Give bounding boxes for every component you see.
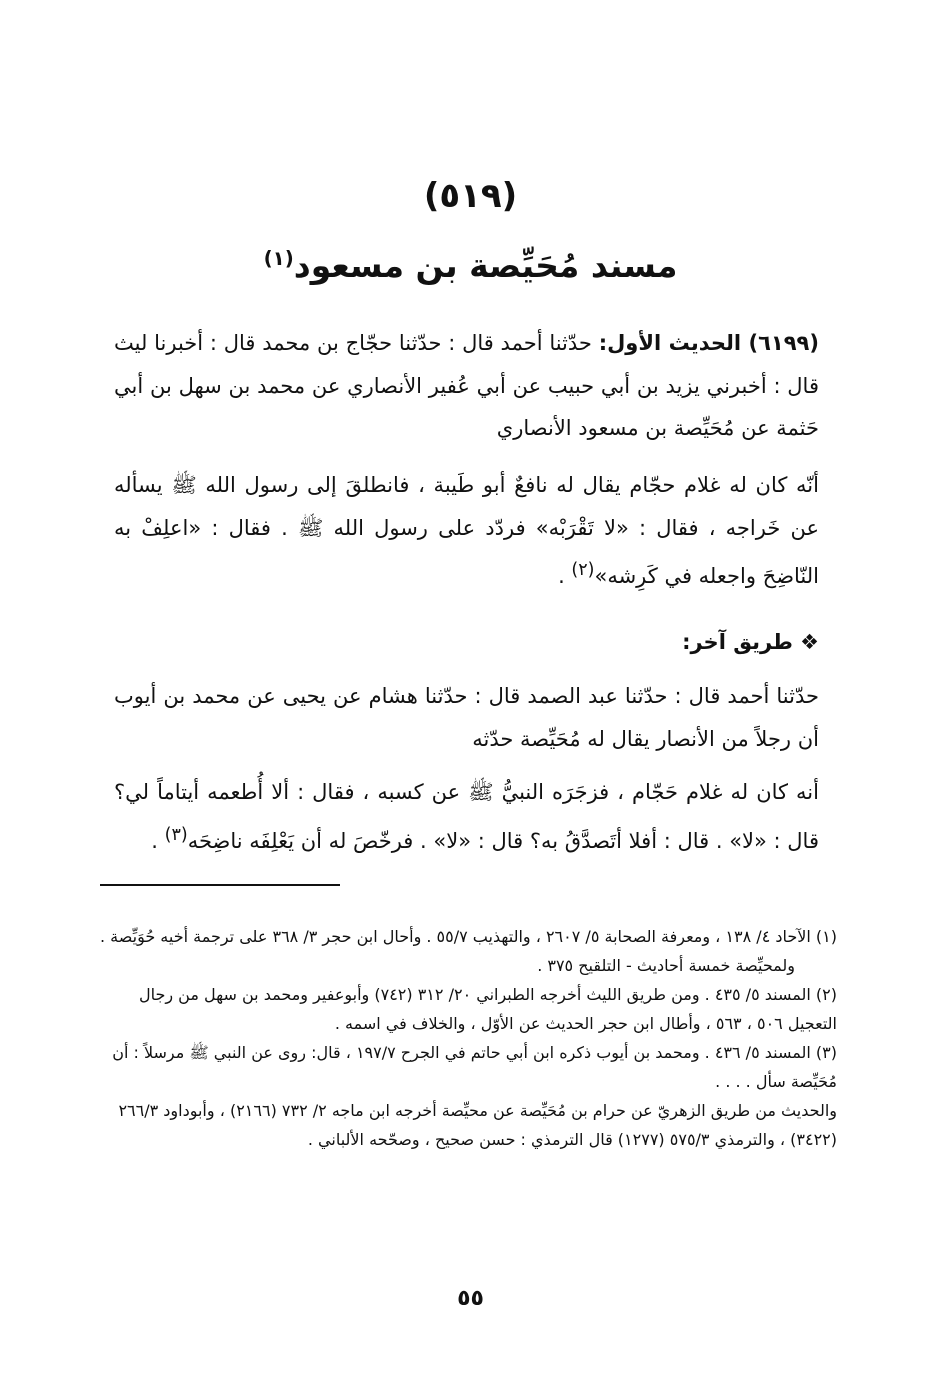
footnote-1: (١) الآحاد ٤/ ١٣٨ ، ومعرفة الصحابة ٥/ ٢٦٠٧ ، والتهذيب ٥٥/٧ . وأحال ابن حجر ٣/ ٣٦٨ على ترجمة أخيه حُوَيِّصة .	[99, 927, 837, 946]
hadith-1-matn-text: أنّه كان له غلام حجّام يقال له نافعٌ أبو طَيبة ، فانطلقَ إلى رسول الله ﷺ يسأله عن خَراجه ، فقال : «لا تَقْرَبْه» فردّد على رسول الله ﷺ . فقال : «اعلِفْ به النّاضِحَ واجعله في كَرِشه»	[114, 473, 819, 588]
footnotes	[95, 922, 837, 1154]
other-route-matn-text: أنه كان له غلام حَجّام ، فزجَرَه النبيُّ ﷺ عن كسبه ، فقال : ألا أُطعمه أيتاماً لي؟ قال : «لا» . قال : أفلا أتَصدَّقُ به؟ قال : «لا» . فرخّصَ له أن يَعْلِفَه ناضِحَه	[114, 780, 819, 853]
footnote-ref[interactable]: (٢)	[571, 560, 595, 580]
footnote-ref[interactable]: (٣)	[164, 824, 188, 845]
hadith-1-lead: (٦١٩٩) الحديث الأول:	[598, 331, 819, 355]
other-route-matn	[114, 771, 819, 862]
footnote-3: (٣) المسند ٥/ ٤٣٦ . ومحمد بن أيوب ذكره ابن أبي حاتم في الجرح ١٩٧/٧ ، قال: روى عن النبي ﷺ مرسلاً : أن مُحَيِّصة سأل . . . .	[112, 1043, 837, 1091]
footnote-ref[interactable]: (١)	[263, 247, 294, 270]
chapter-title	[0, 246, 941, 285]
footnote-divider	[100, 884, 340, 886]
other-route-end: .	[151, 828, 165, 853]
hadith-1-isnad-text: حدّثنا أحمد قال : حدّثنا حجّاج بن محمد قال : أخبرنا ليث قال : أخبرني يزيد بن أبي حبيب عن أبي عُفير الأنصاري عن محمد بن سهل بن أبي حَثمة عن مُحَيِّصة بن مسعود الأنصاري	[114, 331, 819, 440]
other-route-isnad	[114, 675, 819, 760]
page-number: ٥٥	[457, 1286, 484, 1311]
section-number: (٥١٩)	[423, 176, 518, 216]
other-route-heading: ❖ طريق آخر:	[682, 630, 819, 654]
hadith-1-end: .	[558, 564, 572, 588]
hadith-1-matn	[114, 464, 819, 598]
other-route-isnad-text: حدّثنا أحمد قال : حدّثنا عبد الصمد قال : حدّثنا هشام عن يحيى عن محمد بن أيوب أن رجلاً من الأنصار يقال له مُحَيِّصة حدّثه	[114, 684, 819, 751]
chapter-title-text: مسند مُحَيِّصة بن مسعود	[293, 246, 678, 285]
footnote-3-continuation: والحديث من طريق الزهريّ عن حرام بن مُحَيِّصة عن محيِّصة أخرجه ابن ماجه ٢/ ٧٣٢ (٢١٦٦) ، وأبوداود ٢٦٦/٣ (٣٤٢٢) ، والترمذي ٥٧٥/٣ (١٢٧٧) قال الترمذي : حسن صحيح ، وصحّحه الألباني .	[118, 1101, 837, 1149]
footnote-2: (٢) المسند ٥/ ٤٣٥ . ومن طريق الليث أخرجه الطبراني ٢٠/ ٣١٢ (٧٤٢) وأبوعفير ومحمد بن سهل من رجال التعجيل ٥٠٦ ، ٥٦٣ ، وأطال ابن حجر الحديث عن الأوّل ، والخلاف في اسمه .	[138, 985, 837, 1033]
footnote-1-continuation: ولمحيِّصة خمسة أحاديث - التلقيح ٣٧٥ .	[537, 956, 795, 975]
hadith-1-isnad	[114, 322, 819, 450]
